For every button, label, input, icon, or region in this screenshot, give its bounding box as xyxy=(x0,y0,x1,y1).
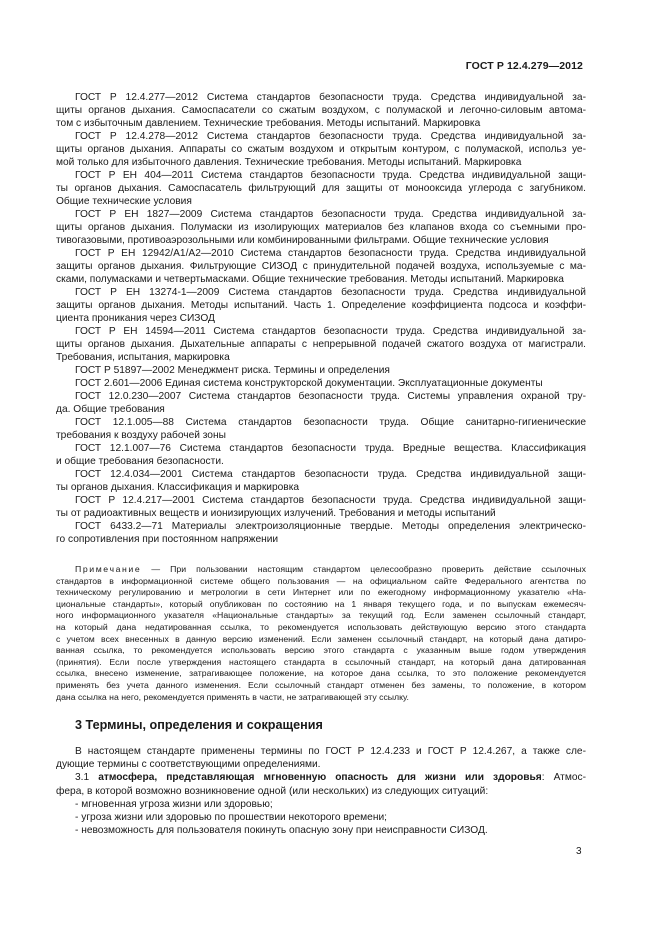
reference-line: ты от радиоактивных веществ и ионизирующих излучений. Требования и методы испытаний xyxy=(56,508,496,519)
reference-line: циента проникания через СИЗОД xyxy=(56,313,215,324)
reference-line: щиты органов дыхания. Полумаски из изолирующих материалов без клапанов входа со съемными про- xyxy=(56,222,586,233)
reference-note xyxy=(56,564,586,703)
reference-line: ГОСТ Р ЕН 12942/А1/А2—2010 Система стандартов безопасности труда. Средства индивидуальной xyxy=(75,248,586,259)
term-name: атмосфера, представляющая мгновенную опасность для жизни или здоровья xyxy=(98,772,542,784)
reference-line: ГОСТ 6433.2—71 Материалы электроизоляционные твердые. Методы определения электрическо- xyxy=(75,521,586,532)
reference-line: ГОСТ 12.4.034—2001 Система стандартов безопасности труда. Средства индивидуальной защи- xyxy=(75,469,586,480)
reference-line: ГОСТ Р 12.4.277—2012 Система стандартов безопасности труда. Средства индивидуальной за- xyxy=(75,92,586,103)
reference-line: тивогазовыми, противоаэрозольными или комбинированными фильтрами. Общие технические условия xyxy=(56,235,549,246)
intro-line-2: дующие термины с соответствующими определениями. xyxy=(56,759,321,771)
reference-line: сками, полумасками и четвертьмасками. Общие технические требования. Методы испытаний. Маркировка xyxy=(56,274,564,285)
note-line: с учетом всех внесенных в данную версию изменений. Если заменен ссылочный стандарт, на который дана датиро- xyxy=(56,633,586,644)
reference-line: ГОСТ Р ЕН 1827—2009 Система стандартов безопасности труда. Средства индивидуальной за- xyxy=(75,209,586,220)
reference-line: ГОСТ Р 12.4.278—2012 Система стандартов безопасности труда. Средства индивидуальной за- xyxy=(75,131,586,142)
note-first-line xyxy=(56,564,586,576)
reference-line: ГОСТ 12.1.005—88 Система стандартов безопасности труда. Общие санитарно-гигиенические xyxy=(75,417,586,428)
reference-line: ГОСТ 12.0.230—2007 Система стандартов безопасности труда. Системы управления охраной тру- xyxy=(75,391,586,402)
term-number: 3.1 xyxy=(75,772,90,784)
reference-line: том с избыточным давлением. Технические требования. Методы испытаний. Маркировка xyxy=(56,118,481,129)
terms-section xyxy=(56,745,586,837)
reference-line: ГОСТ Р 51897—2002 Менеджмент риска. Термины и определения xyxy=(75,365,390,376)
note-line: ванная ссылка, то рекомендуется использовать версию этого стандарта с указанным выше годом утверждения xyxy=(56,645,586,656)
note-line: техническому регулированию и метрологии в сети Интернет или по ежегодному информационному указателю «На- xyxy=(56,587,586,598)
reference-line: защиты органов дыхания. Фильтрующие СИЗОД с принудительной подачей воздуха, используемые с ма- xyxy=(56,261,586,272)
page-number: 3 xyxy=(576,846,582,857)
reference-line: ГОСТ Р 12.4.217—2001 Система стандартов безопасности труда. Средства индивидуальной защи- xyxy=(75,495,586,506)
reference-line: да. Общие требования xyxy=(56,404,165,415)
note-line: стандартов в информационной системе общего пользования — на официальном сайте Федерального агентства по xyxy=(56,575,586,586)
note-line: (принятия). Если после утверждения настоящего стандарта в ссылочный стандарт, на который дана датированная xyxy=(56,656,586,667)
term-definition-line xyxy=(56,771,586,784)
term-rest: : Атмос- xyxy=(541,772,586,784)
reference-line: щиты органов дыхания. Аппараты со сжатым воздухом и открытым контуром, с полумаской, использ уе- xyxy=(56,144,586,155)
reference-line: щиты органов дыхания. Самоспасатели со сжатым воздухом, с полумаской и легочно-силовым автома- xyxy=(56,105,586,116)
reference-line: ты органов дыхания. Самоспасатель фильтрующий для защиты от монооксида углерода с загубником. xyxy=(56,183,586,194)
reference-line: Общие технические условия xyxy=(56,196,192,207)
reference-line: ГОСТ Р ЕН 14594—2011 Система стандартов безопасности труда. Средства индивидуальной за- xyxy=(75,326,586,337)
normative-references xyxy=(56,91,586,546)
reference-line: щиты органов дыхания. Дыхательные аппараты с непрерывной подачей сжатого воздуха от магистрали. xyxy=(56,339,586,350)
note-label: Примечание xyxy=(75,564,142,574)
note-line: дана ссылка на него, рекомендуется применять в части, не затрагивающей эту ссылку. xyxy=(56,691,409,702)
reference-line: ты органов дыхания. Классификация и маркировка xyxy=(56,482,300,493)
reference-line: ГОСТ Р ЕН 404—2011 Система стандартов безопасности труда. Средства индивидуальной защи- xyxy=(75,170,586,181)
note-line: циональные стандарты», который опубликован по состоянию на 1 января текущего года, и по выпускам ежемесяч- xyxy=(56,598,586,609)
note-first-text: — При пользовании настоящим стандартом целесообразно проверить действие ссылочных xyxy=(141,564,586,574)
reference-line: ГОСТ Р ЕН 13274-1—2009 Система стандартов безопасности труда. Средства индивидуальной xyxy=(75,287,586,298)
situation-item: - мгновенная угроза жизни или здоровью; xyxy=(75,798,273,810)
situation-item: - невозможность для пользователя покинуть опасную зону при неисправности СИЗОД. xyxy=(75,825,488,837)
document-header: ГОСТ Р 12.4.279—2012 xyxy=(465,60,583,72)
reference-line: требования к воздуху рабочей зоны xyxy=(56,430,226,441)
reference-line: и общие требования безопасности. xyxy=(56,456,224,467)
section-title: 3 Термины, определения и сокращения xyxy=(75,718,323,732)
reference-line: ГОСТ 12.1.007—76 Система стандартов безопасности труда. Вредные вещества. Классификация xyxy=(75,443,586,454)
reference-line: защиты органов дыхания. Методы испытаний. Часть 1. Определение коэффициента подсоса и коэффи- xyxy=(56,300,586,311)
intro-line-1: В настоящем стандарте применены термины по ГОСТ Р 12.4.233 и ГОСТ Р 12.4.267, а также сле- xyxy=(75,746,586,757)
note-line: ссылка, внесено изменение, затрагивающее положение, на которое дана ссылка, то это положение рекомендуется xyxy=(56,668,586,679)
situation-item: - угроза жизни или здоровью по прошествии некоторого времени; xyxy=(75,812,387,824)
note-line: применять без учета данного изменения. Если ссылочный стандарт отменен без замены, то положение, в котором xyxy=(56,679,586,690)
reference-line: мой только для избыточного давления. Технические требования. Методы испытаний. Маркировка xyxy=(56,157,522,168)
term-definition-line-2: фера, в которой возможно возникновение одной (или нескольких) из следующих ситуаций: xyxy=(56,785,489,797)
reference-line: Требования, испытания, маркировка xyxy=(56,352,230,363)
note-line: на который дана недатированная ссылка, то рекомендуется использовать действующую версию этого стандарта xyxy=(56,621,586,632)
note-line: ного информационного указателя «Национальные стандарты» за текущий год. Если заменен ссылочный стандарт, xyxy=(56,610,586,621)
reference-line: го сопротивления при постоянном напряжении xyxy=(56,534,279,545)
reference-line: ГОСТ 2.601—2006 Единая система конструкторской документации. Эксплуатационные документы xyxy=(75,378,543,389)
